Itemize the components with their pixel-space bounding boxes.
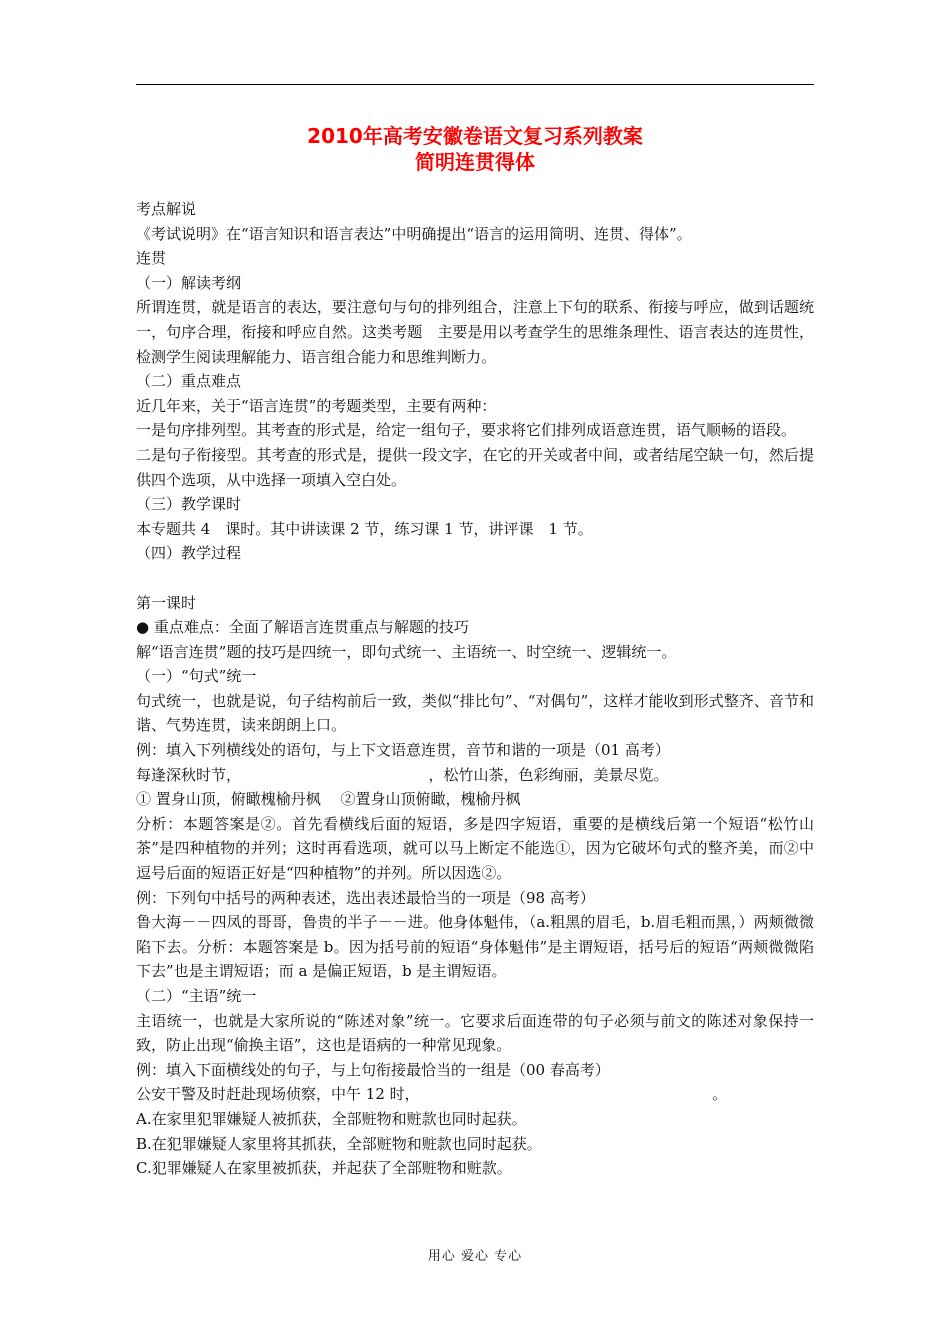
example-options: ① 置身山顶，俯瞰槐榆丹枫 ②置身山顶俯瞰，槐榆丹枫 <box>136 790 521 809</box>
paragraph: 解“语言连贯”题的技巧是四统一，即句式统一、主语统一、时空统一、逻辑统一。 <box>136 642 677 661</box>
document-subtitle: 简明连贯得体 <box>415 150 535 174</box>
paragraph: 所谓连贯，就是语言的表达，要注意句与句的排列组合，注意上下句的联系、衔接与呼应，做到话题统一，句序合理，衔接和呼应自然。这类考题 主要是用以考查学生的思维条理性、语言表达的连贯性，检测学生阅读理解能力、语言组合能力和思维判断力。 <box>136 298 814 366</box>
analysis: 分析：本题答案是②。首先看横线后面的短语，多是四字短语，重要的是横线后第一个短语“松竹山茶”是四种植物的并列；这时再看选项，就可以马上断定不能选①，因为它破坏句式的整齐美，而②中逗号后面的短语正好是“四种植物”的并列。所以因选②。 <box>136 814 814 883</box>
example-question: 例：下列句中括号的两种表述，选出表述最恰当的一项是（98 高考） <box>136 888 595 907</box>
paragraph: 主语统一，也就是大家所说的“陈述对象”统一。它要求后面连带的句子必须与前文的陈述对象保持一致，防止出现“偷换主语”，这也是语病的一种常见现象。 <box>136 1011 814 1055</box>
option-a: A.在家里犯罪嫌疑人被抓获，全部赃物和赃款也同时起获。 <box>136 1109 527 1128</box>
subsection-heading: （一）“句式”统一 <box>136 667 257 686</box>
subsection-heading: （一）解读考纲 <box>136 273 242 292</box>
example-question: 例：填入下列横线处的语句，与上下文语意连贯，音节和谐的一项是（01 高考） <box>136 741 670 760</box>
paragraph: 句式统一，也就是说，句子结构前后一致，类似“排比句”、“对偶句”，这样才能收到形式整齐、音节和谐、气势连贯，读来朗朗上口。 <box>136 691 814 735</box>
paragraph: 一是句序排列型。其考查的形式是，给定一组句子，要求将它们排列成语意连贯，语气顺畅的语段。 <box>136 421 797 440</box>
paragraph: 本专题共 4 课时。其中讲读课 2 节，练习课 1 节，讲评课 1 节。 <box>136 519 593 538</box>
paragraph: 《考试说明》在“语言知识和语言表达”中明确提出“语言的运用简明、连贯、得体”。 <box>136 224 692 243</box>
section-heading: 连贯 <box>136 249 167 268</box>
paragraph: 二是句子衔接型。其考查的形式是，提供一段文字，在它的开关或者中间，或者结尾空缺一句，然后提供四个选项，从中选择一项填入空白处。 <box>136 445 814 489</box>
section-heading: 考点解说 <box>136 200 197 218</box>
subsection-heading: （三）教学课时 <box>136 495 242 514</box>
example-sentence: 公安干警及时赶赴现场侦察，中午 12 时， 。 <box>136 1085 728 1104</box>
paragraph: 鲁大海－－四凤的哥哥，鲁贵的半子－－进。他身体魁伟，（a.粗黑的眉毛，b.眉毛粗而黑，）两颊微微陷下去。分析：本题答案是 b。因为括号前的短语“身体魁伟”是主谓短语，括号后的短语“两颊微微陷下去”也是主谓短语；而 a 是偏正短语，b 是主谓短语。 <box>136 913 814 981</box>
subsection-heading: （二）重点难点 <box>136 372 242 391</box>
option-b: B.在犯罪嫌疑人家里将其抓获，全部赃物和赃款也同时起获。 <box>136 1134 542 1153</box>
option-c: C.犯罪嫌疑人在家里被抓获，并起获了全部赃物和赃款。 <box>136 1159 512 1178</box>
page-footer: 用心 爱心 专心 <box>427 1249 523 1264</box>
document-title: 2010年高考安徽卷语文复习系列教案 <box>307 124 643 148</box>
example-question: 例：填入下面横线处的句子，与上句衔接最恰当的一组是（00 春高考） <box>136 1060 610 1079</box>
example-sentence: 每逢深秋时节， ，松竹山茶，色彩绚丽，美景尽览。 <box>136 765 669 784</box>
document-body <box>136 197 814 1181</box>
bullet-point: ● 重点难点：全面了解语言连贯重点与解题的技巧 <box>136 618 469 637</box>
subsection-heading: （二）“主语”统一 <box>136 987 257 1005</box>
blank-line <box>136 566 814 591</box>
lesson-heading: 第一课时 <box>136 593 197 612</box>
header-rule <box>136 84 814 85</box>
paragraph: 近几年来，关于“语言连贯”的考题类型，主要有两种： <box>136 396 497 415</box>
subsection-heading: （四）教学过程 <box>136 544 242 563</box>
